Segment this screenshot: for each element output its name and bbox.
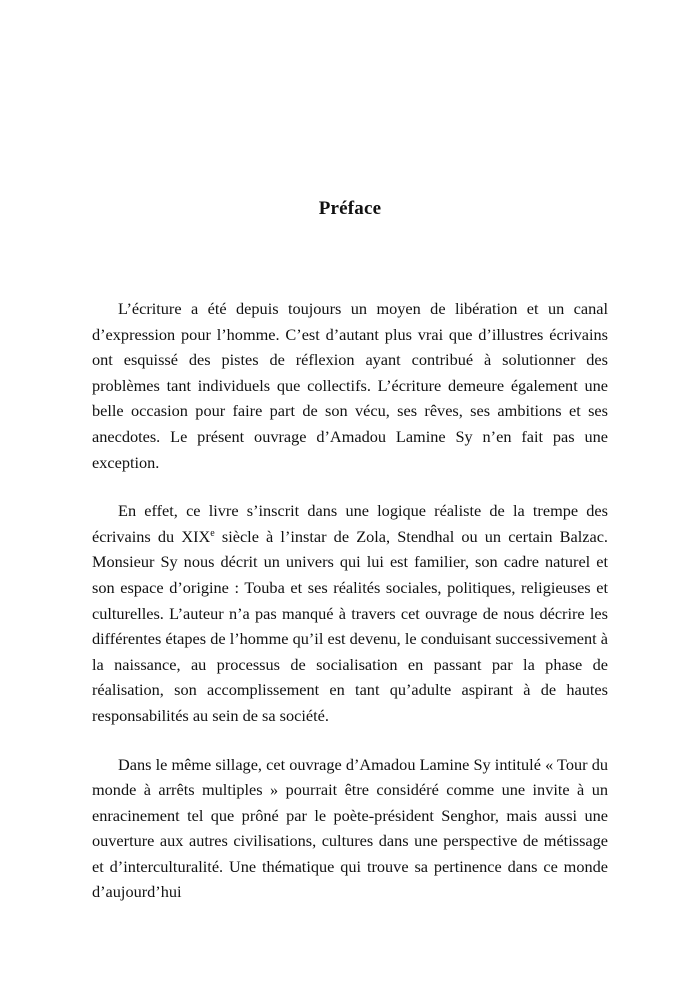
paragraph-2-text-after: siècle à l’instar de Zola, Stendhal ou un certain Balzac. Monsieur Sy nous décrit un univers qui lui est familier, son cadre naturel et son espace d’origine : Touba et ses réalités sociales, politiques, religieuses et culturelles. L’auteur n’a pas manqué à travers cet ouvrage de nous décrire les différentes étapes de l’homme qu’il est devenu, le conduisant successivement à la naissance, au processus de socialisation en passant par la phase de réalisation, son accomplissement en tant qu’adulte aspirant à de hautes responsabilités au sein de sa société.: [92, 526, 608, 725]
page-title: Préface: [318, 198, 382, 219]
body-text: [92, 296, 608, 905]
paragraph-1: L’écriture a été depuis toujours un moyen de libération et un canal d’expression pour l’homme. C’est d’autant plus vrai que d’illustres écrivains ont esquissé des pistes de réflexion ayant contribué à solutionner des problèmes tant individuels que collectifs. L’écriture demeure également une belle occasion pour faire part de son vécu, ses rêves, ses ambitions et ses anecdotes. Le présent ouvrage d’Amadou Lamine Sy n’en fait pas une exception.: [92, 299, 608, 472]
paragraph-2-text-before: En effet, ce livre s’inscrit dans une logique réaliste de la trempe des écrivains du XIX: [92, 501, 608, 546]
paragraph-3: Dans le même sillage, cet ouvrage d’Amadou Lamine Sy intitulé « Tour du monde à arrêts multiples » pourrait être considéré comme une invite à un enracinement tel que prôné par le poète-président Senghor, mais aussi une ouverture aux autres civilisations, cultures dans une perspective de métissage et d’interculturalité. Une thématique qui trouve sa pertinence dans ce monde d’aujourd’hui: [92, 754, 608, 902]
superscript-e: e: [210, 527, 215, 539]
paragraph-2: [92, 498, 608, 728]
